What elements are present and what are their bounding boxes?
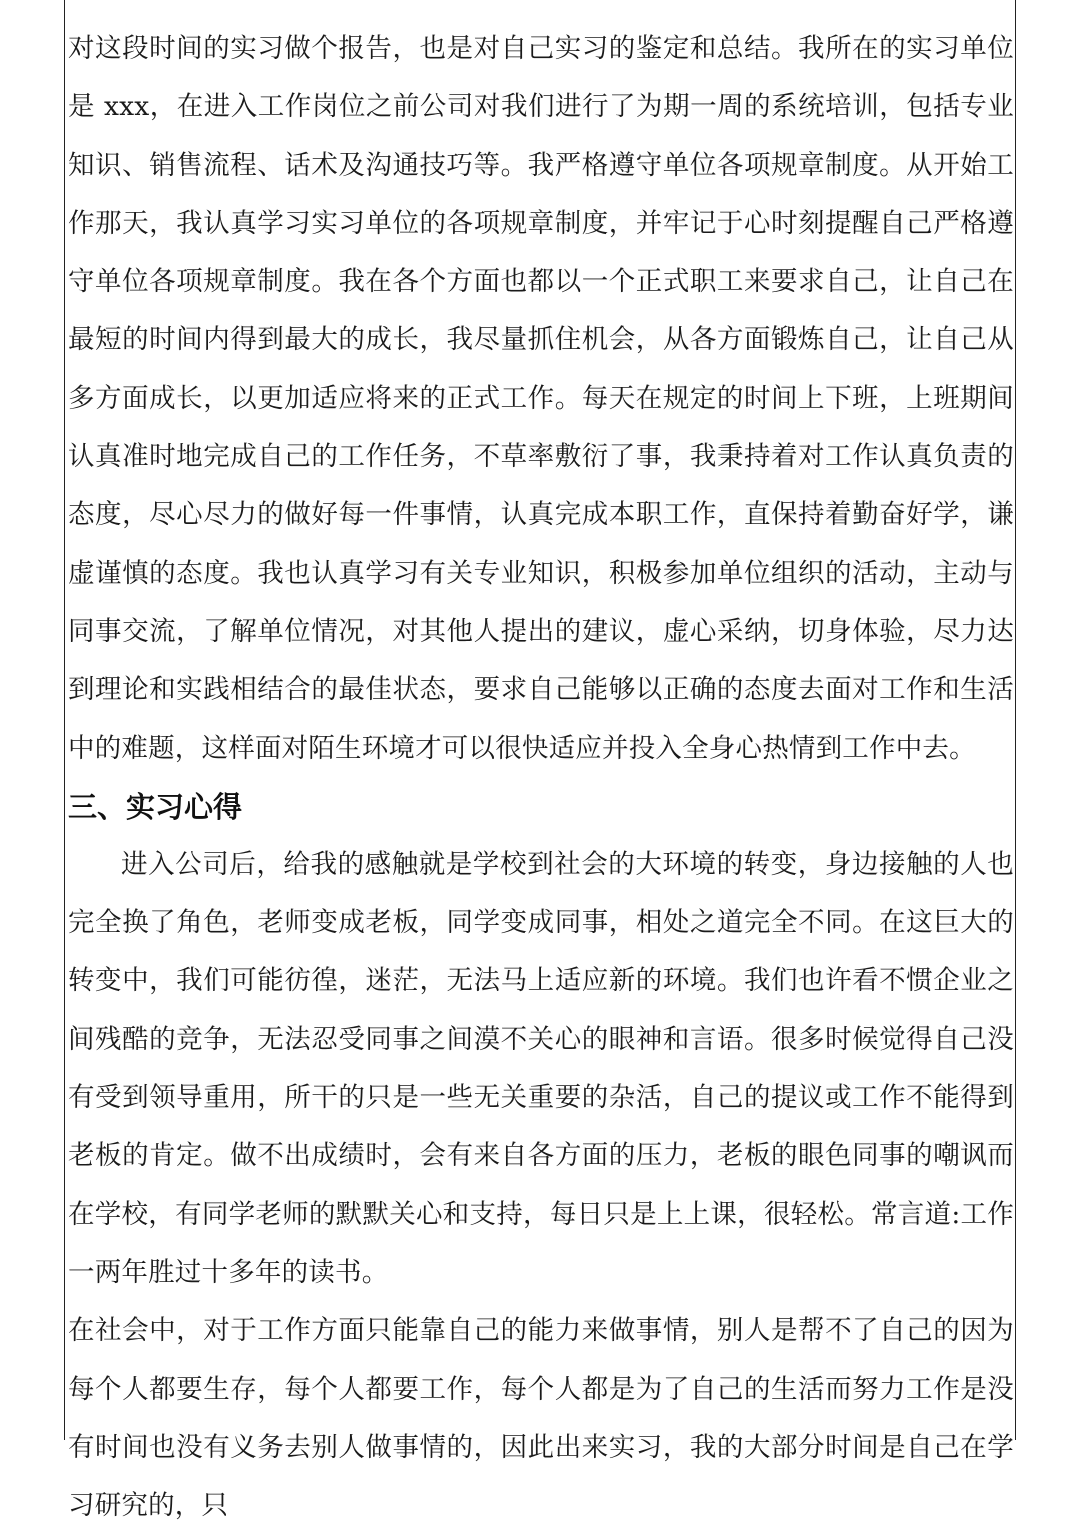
document-page bbox=[64, 0, 1016, 1522]
paragraph-internship-work: 对这段时间的实习做个报告，也是对自己实习的鉴定和总结。我所在的实习单位是 xxx，在进入工作岗位之前公司对我们进行了为期一周的系统培训，包括专业知识、销售流程、话术及沟通技巧等。我严格遵守单位各项规章制度。从开始工作那天，我认真学习实习单位的各项规章制度，并牢记于心时刻提醒自己严格遵守单位各项规章制度。我在各个方面也都以一个正式职工来要求自己，让自己在最短的时间内得到最大的成长，我尽量抓住机会，从各方面锻炼自己，让自己从多方面成长，以更加适应将来的正式工作。每天在规定的时间上下班，上班期间认真准时地完成自己的工作任务，不草率敷衍了事，我秉持着对工作认真负责的态度，尽心尽力的做好每一件事情，认真完成本职工作，直保持着勤奋好学，谦虚谨慎的态度。我也认真学习有关专业知识，积极参加单位组织的活动，主动与同事交流，了解单位情况，对其他人提出的建议，虚心采纳，切身体验，尽力达到理论和实践相结合的最佳状态，要求自己能够以正确的态度去面对工作和生活中的难题，这样面对陌生环境才可以很快适应并投入全身心热情到工作中去。 bbox=[68, 33, 1014, 764]
section-heading: 三、实习心得 bbox=[68, 789, 243, 824]
paragraph-experience-1: 进入公司后，给我的感触就是学校到社会的大环境的转变，身边接触的人也完全换了角色，老师变成老板，同学变成同事，相处之道完全不同。在这巨大的转变中，我们可能彷徨，迷茫，无法马上适应新的环境。我们也许看不惯企业之间残酷的竞争，无法忍受同事之间漠不关心的眼神和言语。很多时候觉得自己没有受到领导重用，所干的只是一些无关重要的杂活，自己的提议或工作不能得到老板的肯定。做不出成绩时，会有来自各方面的压力，老板的眼色同事的嘲讽而在学校，有同学老师的默默关心和支持，每日只是上上课，很轻松。常言道:工作一两年胜过十多年的读书。 bbox=[68, 848, 1014, 1288]
document-body bbox=[68, 20, 1014, 1535]
paragraph-experience-2: 在社会中，对于工作方面只能靠自己的能力来做事情，别人是帮不了自己的因为每个人都要生存，每个人都要工作，每个人都是为了自己的生活而努力工作是没有时间也没有义务去别人做事情的，因此出来实习，我的大部分时间是自己在学习研究的，只 bbox=[68, 1315, 1014, 1522]
